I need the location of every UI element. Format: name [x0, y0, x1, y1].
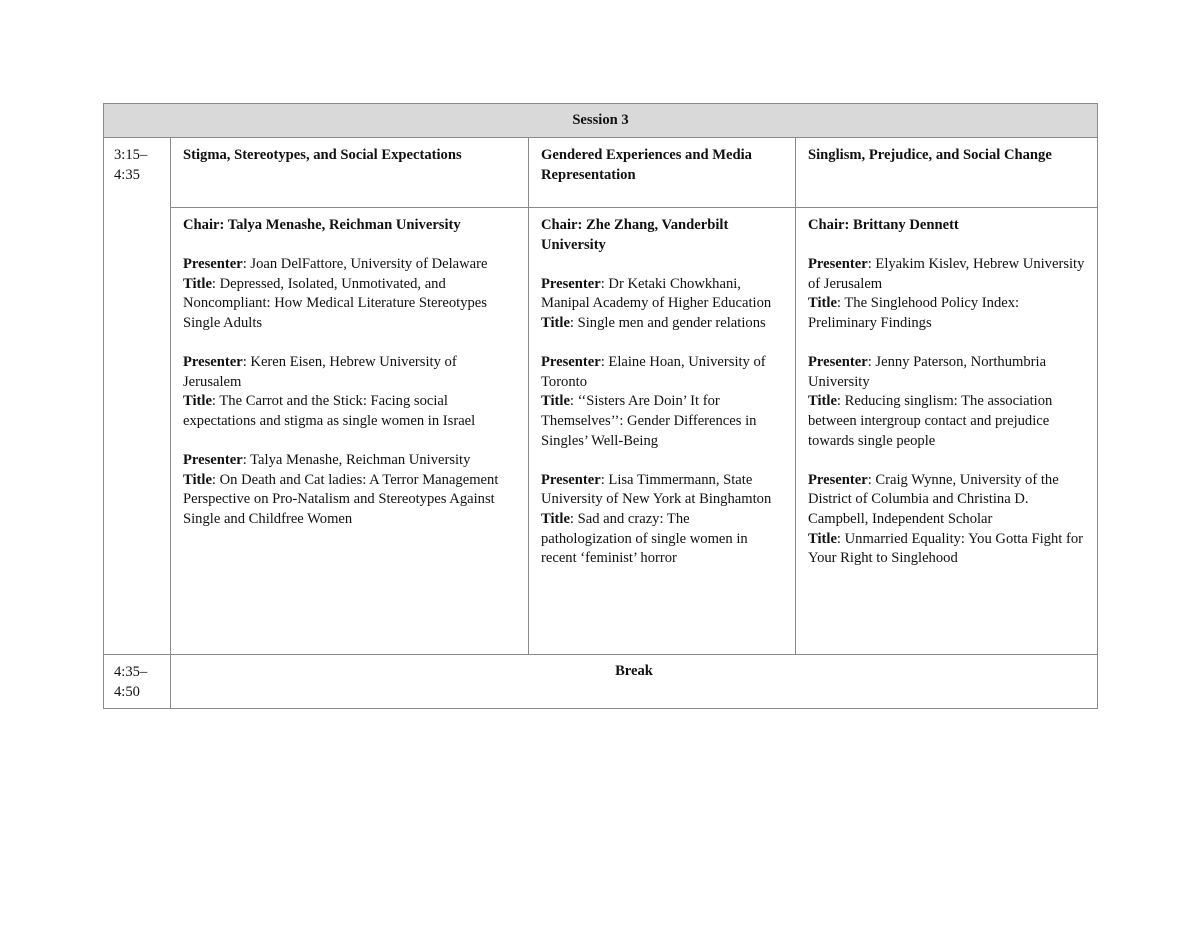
presenter-label: Presenter: [808, 256, 868, 273]
track-1-title: Stigma, Stereotypes, and Social Expectations: [171, 138, 529, 208]
label-separator: :: [211, 471, 220, 488]
presentation-entry: [183, 451, 516, 529]
title-line: [541, 392, 783, 451]
title-label: Title: [541, 314, 570, 331]
title-label: Title: [808, 530, 837, 547]
label-separator: :: [569, 314, 578, 331]
presenter-line: [541, 353, 783, 392]
label-separator: :: [569, 393, 578, 410]
presenter-line: [808, 471, 1085, 530]
title-label: Title: [183, 275, 212, 292]
presenter-label: Presenter: [541, 471, 601, 488]
label-separator: :: [600, 354, 609, 371]
presenter-name: Keren Eisen, Hebrew University of Jerusalem: [183, 354, 457, 390]
presentation-entry: [541, 471, 783, 569]
presentation-title: Reducing singlism: The association between intergroup contact and prejudice towards single people: [808, 393, 1053, 449]
label-separator: :: [242, 452, 251, 469]
track-2-title: Gendered Experiences and Media Representation: [529, 138, 796, 208]
presentation-entry: [183, 255, 516, 333]
presenter-label: Presenter: [808, 471, 868, 488]
track-title-row: [104, 138, 1098, 208]
presentation-title: Unmarried Equality: You Gotta Fight for Your Right to Singlehood: [808, 530, 1083, 567]
title-label: Title: [541, 393, 570, 410]
session-time-text: 3:15– 4:35: [114, 147, 148, 183]
presenter-name: Jenny Paterson, Northumbria University: [808, 354, 1047, 390]
presenter-label: Presenter: [183, 354, 243, 371]
title-label: Title: [183, 471, 212, 488]
label-separator: :: [867, 354, 876, 371]
label-separator: :: [600, 471, 609, 488]
track-3-body: [796, 208, 1098, 655]
presenter-name: Dr Ketaki Chowkhani, Manipal Academy of Higher Education: [541, 275, 772, 312]
session-schedule-table: [103, 103, 1098, 709]
title-line: [808, 294, 1085, 333]
label-separator: :: [242, 354, 251, 371]
title-label: Title: [541, 510, 570, 527]
presenter-label: Presenter: [183, 256, 243, 273]
presentation-entry: [808, 353, 1085, 451]
presentation-title: The Carrot and the Stick: Facing social expectations and stigma as single women in Israel: [183, 393, 476, 429]
presenter-label: Presenter: [808, 354, 868, 371]
session-time-slot: [104, 138, 171, 655]
presenter-name: Craig Wynne, University of the District of Columbia and Christina D. Campbell, Independent Scholar: [808, 471, 1059, 527]
presentation-title: On Death and Cat ladies: A Terror Management Perspective on Pro-Natalism and Stereotypes Against Single and Childfree Women: [183, 471, 499, 527]
break-label: Break: [171, 655, 1098, 709]
title-line: [183, 471, 516, 530]
title-line: [541, 314, 783, 334]
presenter-name: Elyakim Kislev, Hebrew University of Jerusalem: [808, 256, 1085, 292]
title-label: Title: [808, 295, 837, 312]
track-2-presentations: [541, 275, 783, 569]
label-separator: :: [600, 275, 609, 292]
label-separator: :: [836, 393, 845, 410]
presenter-name: Talya Menashe, Reichman University: [250, 452, 471, 469]
track-body-row: [104, 208, 1098, 655]
label-separator: :: [569, 510, 578, 527]
label-separator: :: [867, 256, 876, 273]
presentation-title: The Singlehood Policy Index: Preliminary Findings: [808, 295, 1020, 331]
presentation-title: Depressed, Isolated, Unmotivated, and Noncompliant: How Medical Literature Stereotypes Single Adults: [183, 275, 487, 331]
title-line: [183, 275, 516, 334]
presentation-entry: [541, 353, 783, 451]
presentation-entry: [808, 471, 1085, 569]
presentation-entry: [541, 275, 783, 334]
presenter-line: [808, 353, 1085, 392]
title-line: [808, 530, 1085, 569]
label-separator: :: [211, 275, 220, 292]
presenter-name: Elaine Hoan, University of Toronto: [541, 354, 766, 390]
break-time-text: 4:35– 4:50: [114, 664, 148, 700]
presenter-label: Presenter: [541, 354, 601, 371]
title-line: [183, 392, 516, 431]
track-1-presentations: [183, 255, 516, 529]
break-time-slot: [104, 655, 171, 709]
track-3-chair: Chair: Brittany Dennett: [808, 217, 959, 233]
label-separator: :: [836, 295, 845, 312]
label-separator: :: [836, 530, 845, 547]
track-3-title: Singlism, Prejudice, and Social Change: [796, 138, 1098, 208]
break-row: [104, 655, 1098, 709]
presenter-label: Presenter: [541, 275, 601, 292]
label-separator: :: [211, 393, 220, 410]
presentation-title: ‘‘Sisters Are Doin’ It for Themselves’’: Gender Differences in Singles’ Well-Being: [541, 393, 757, 449]
title-line: [808, 392, 1085, 451]
presenter-line: [808, 255, 1085, 294]
track-1-chair: Chair: Talya Menashe, Reichman University: [183, 217, 461, 233]
session-header-row: [104, 104, 1098, 138]
session-header: Session 3: [104, 104, 1098, 138]
label-separator: :: [867, 471, 876, 488]
label-separator: :: [242, 256, 251, 273]
presenter-line: [183, 451, 516, 471]
presenter-name: Lisa Timmermann, State University of New York at Binghamton: [541, 471, 772, 508]
presenter-label: Presenter: [183, 452, 243, 469]
track-2-body: [529, 208, 796, 655]
title-line: [541, 510, 783, 569]
presentation-entry: [183, 353, 516, 431]
presenter-line: [541, 275, 783, 314]
presentation-title: Single men and gender relations: [577, 314, 766, 331]
track-3-presentations: [808, 255, 1085, 569]
presenter-name: Joan DelFattore, University of Delaware: [250, 256, 488, 273]
presentation-title: Sad and crazy: The pathologization of single women in recent ‘feminist’ horror: [541, 510, 748, 567]
title-label: Title: [808, 393, 837, 410]
presenter-line: [183, 353, 516, 392]
title-label: Title: [183, 393, 212, 410]
presenter-line: [183, 255, 516, 275]
track-2-chair: Chair: Zhe Zhang, Vanderbilt University: [541, 217, 729, 253]
presenter-line: [541, 471, 783, 510]
track-1-body: [171, 208, 529, 655]
presentation-entry: [808, 255, 1085, 333]
